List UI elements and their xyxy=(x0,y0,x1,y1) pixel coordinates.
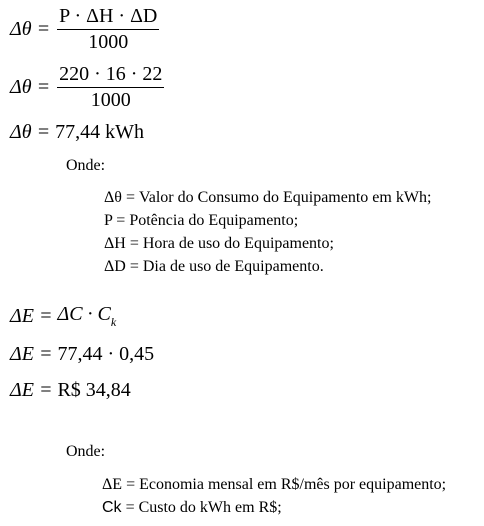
equation-lhs: Δθ = xyxy=(10,17,51,40)
definition-days: ΔD = Dia de uso de Equipamento. xyxy=(104,258,324,275)
where-label: Onde: xyxy=(66,157,106,174)
equation-consumption-formula xyxy=(10,4,159,54)
equation-lhs: ΔE = xyxy=(10,378,53,401)
equation-consumption-substituted xyxy=(10,62,164,112)
equation-lhs: ΔE = xyxy=(10,305,53,327)
equation-savings-substituted xyxy=(10,342,154,366)
equation-lhs: Δθ = xyxy=(10,120,51,143)
definitions-list-consumption xyxy=(104,186,431,278)
definitions-list-savings xyxy=(102,473,446,519)
equation-consumption-result xyxy=(10,120,144,144)
fraction xyxy=(57,4,159,54)
fraction xyxy=(57,62,164,112)
equation-rhs xyxy=(57,303,116,330)
fraction-denominator: 1000 xyxy=(88,31,129,53)
equation-rhs: 77,44 kWh xyxy=(55,120,144,143)
definition-text: = Custo do kWh em R$; xyxy=(121,499,282,516)
equation-rhs-main: ΔC · C xyxy=(57,303,111,325)
equation-savings-formula xyxy=(10,303,116,330)
definition-delta-theta: Δθ = Valor do Consumo do Equipamento em kWh; xyxy=(104,189,432,206)
fraction-numerator: P · ΔH · ΔD xyxy=(57,4,159,30)
definition-hours: ΔH = Hora de uso do Equipamento; xyxy=(104,235,334,252)
fraction-denominator: 1000 xyxy=(90,89,131,111)
definition-cost-per-kwh xyxy=(102,496,446,519)
definition-savings: ΔE = Economia mensal em R$/mês por equipamento; xyxy=(102,476,447,493)
cost-symbol: Ck xyxy=(102,499,122,516)
equation-lhs: Δθ = xyxy=(10,75,51,98)
definition-power: P = Potência do Equipamento; xyxy=(104,212,299,229)
subscript: k xyxy=(110,315,117,329)
equation-rhs: 77,44 · 0,45 xyxy=(57,342,155,365)
equation-lhs: ΔE = xyxy=(10,342,53,365)
where-label: Onde: xyxy=(66,443,106,460)
fraction-numerator: 220 · 16 · 22 xyxy=(57,62,164,88)
equation-rhs: R$ 34,84 xyxy=(57,378,131,401)
equation-savings-result xyxy=(10,378,131,402)
